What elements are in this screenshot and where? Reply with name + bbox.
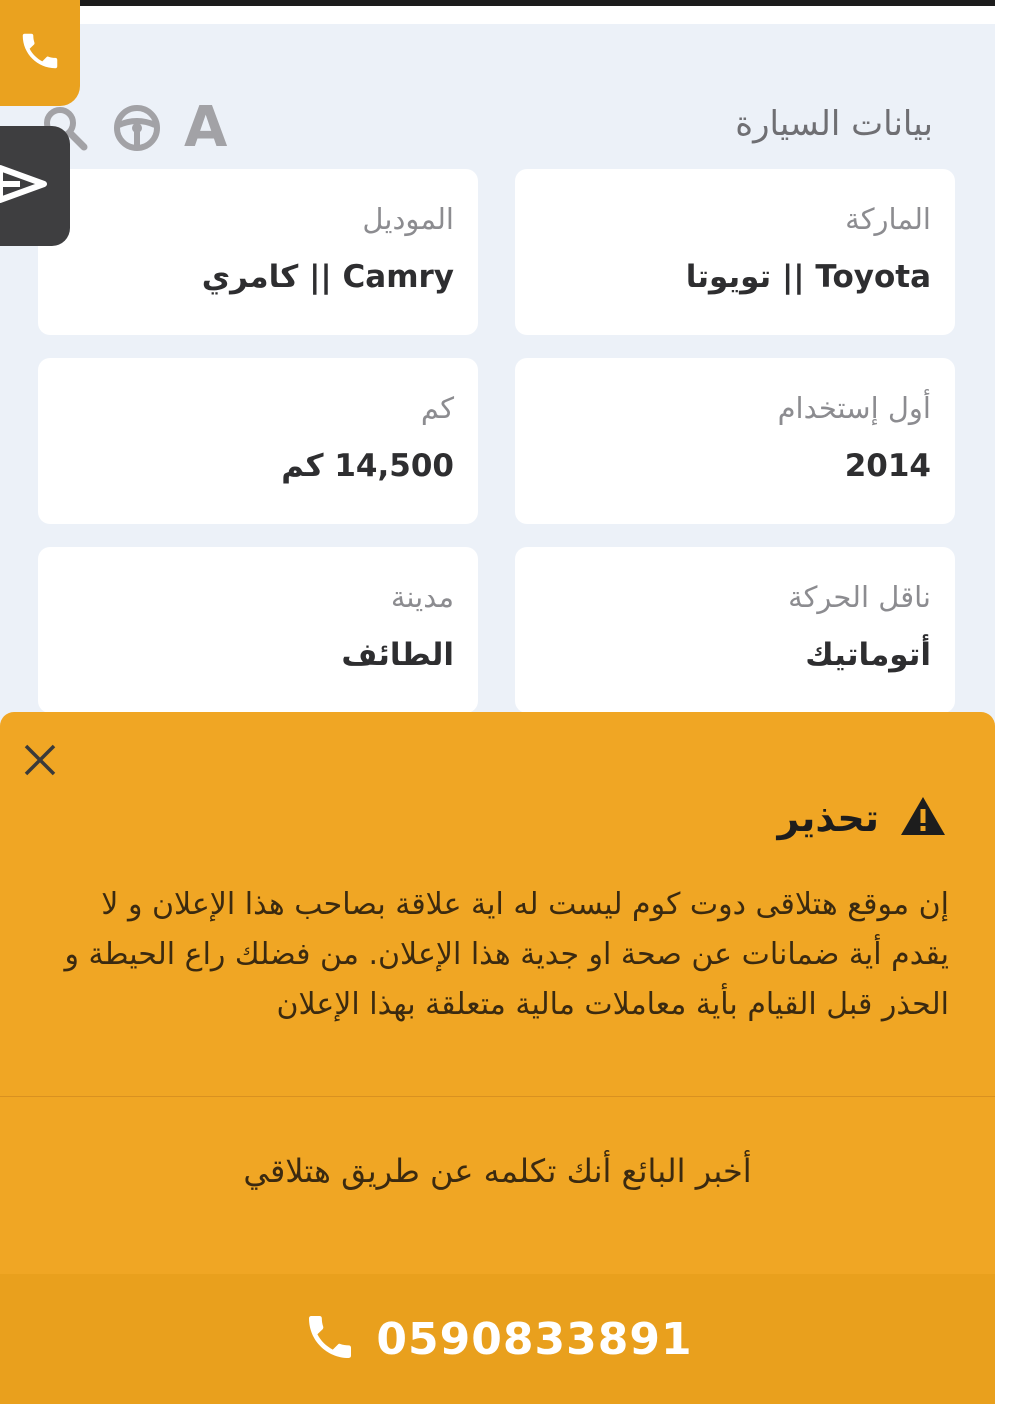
share-fab-button[interactable] [0, 126, 70, 246]
steering-wheel-icon[interactable] [112, 103, 162, 153]
warning-sheet [0, 712, 995, 1404]
card-value: Camry || كامري [201, 259, 454, 295]
share-icon [0, 154, 52, 218]
call-fab-button[interactable] [0, 0, 80, 106]
close-icon [22, 742, 58, 782]
warning-message: إن موقع هتلاقى دوت كوم ليست له اية علاقة بصاحب هذا الإعلان و لا يقدم أية ضمانات عن صحة او جدية هذا الإعلان. من فضلك راع الحيطة و الحذر قبل القيام بأية معاملات مالية متعلقة بهذا الإعلان [64, 887, 949, 1022]
tell-seller-text: أخبر البائع أنك تكلمه عن طريق هتلاقي [243, 1152, 752, 1190]
warning-title: تحذير [777, 796, 879, 840]
call-phone-button[interactable] [0, 1274, 995, 1404]
card-label: ناقل الحركة [788, 580, 931, 614]
divider [0, 1096, 995, 1097]
card-label: الموديل [362, 202, 454, 236]
card-first-use [515, 358, 955, 524]
card-value: 2014 [844, 448, 931, 484]
phone-icon [17, 28, 63, 78]
card-value: Toyota || تويوتا [685, 259, 931, 295]
warning-title-row [777, 788, 947, 848]
card-mileage [38, 358, 478, 524]
phone-number: 0590833891 [376, 1313, 693, 1365]
car-details-panel [0, 24, 995, 744]
close-button[interactable] [18, 740, 62, 784]
card-label: كم [420, 391, 454, 425]
card-label: الماركة [845, 202, 931, 236]
card-label: أول إستخدام [777, 391, 931, 425]
card-transmission [515, 547, 955, 713]
card-value: أتوماتيك [805, 637, 931, 673]
card-city [38, 547, 478, 713]
font-size-icon[interactable]: A [184, 95, 228, 160]
card-brand [515, 169, 955, 335]
section-title: بيانات السيارة [735, 104, 933, 144]
warning-triangle-icon [899, 795, 947, 841]
card-label: مدينة [390, 580, 454, 614]
phone-icon [302, 1309, 358, 1369]
card-value: الطائف [341, 637, 454, 673]
card-value: 14,500 كم [281, 448, 454, 484]
top-bar [75, 0, 995, 6]
card-model [38, 169, 478, 335]
